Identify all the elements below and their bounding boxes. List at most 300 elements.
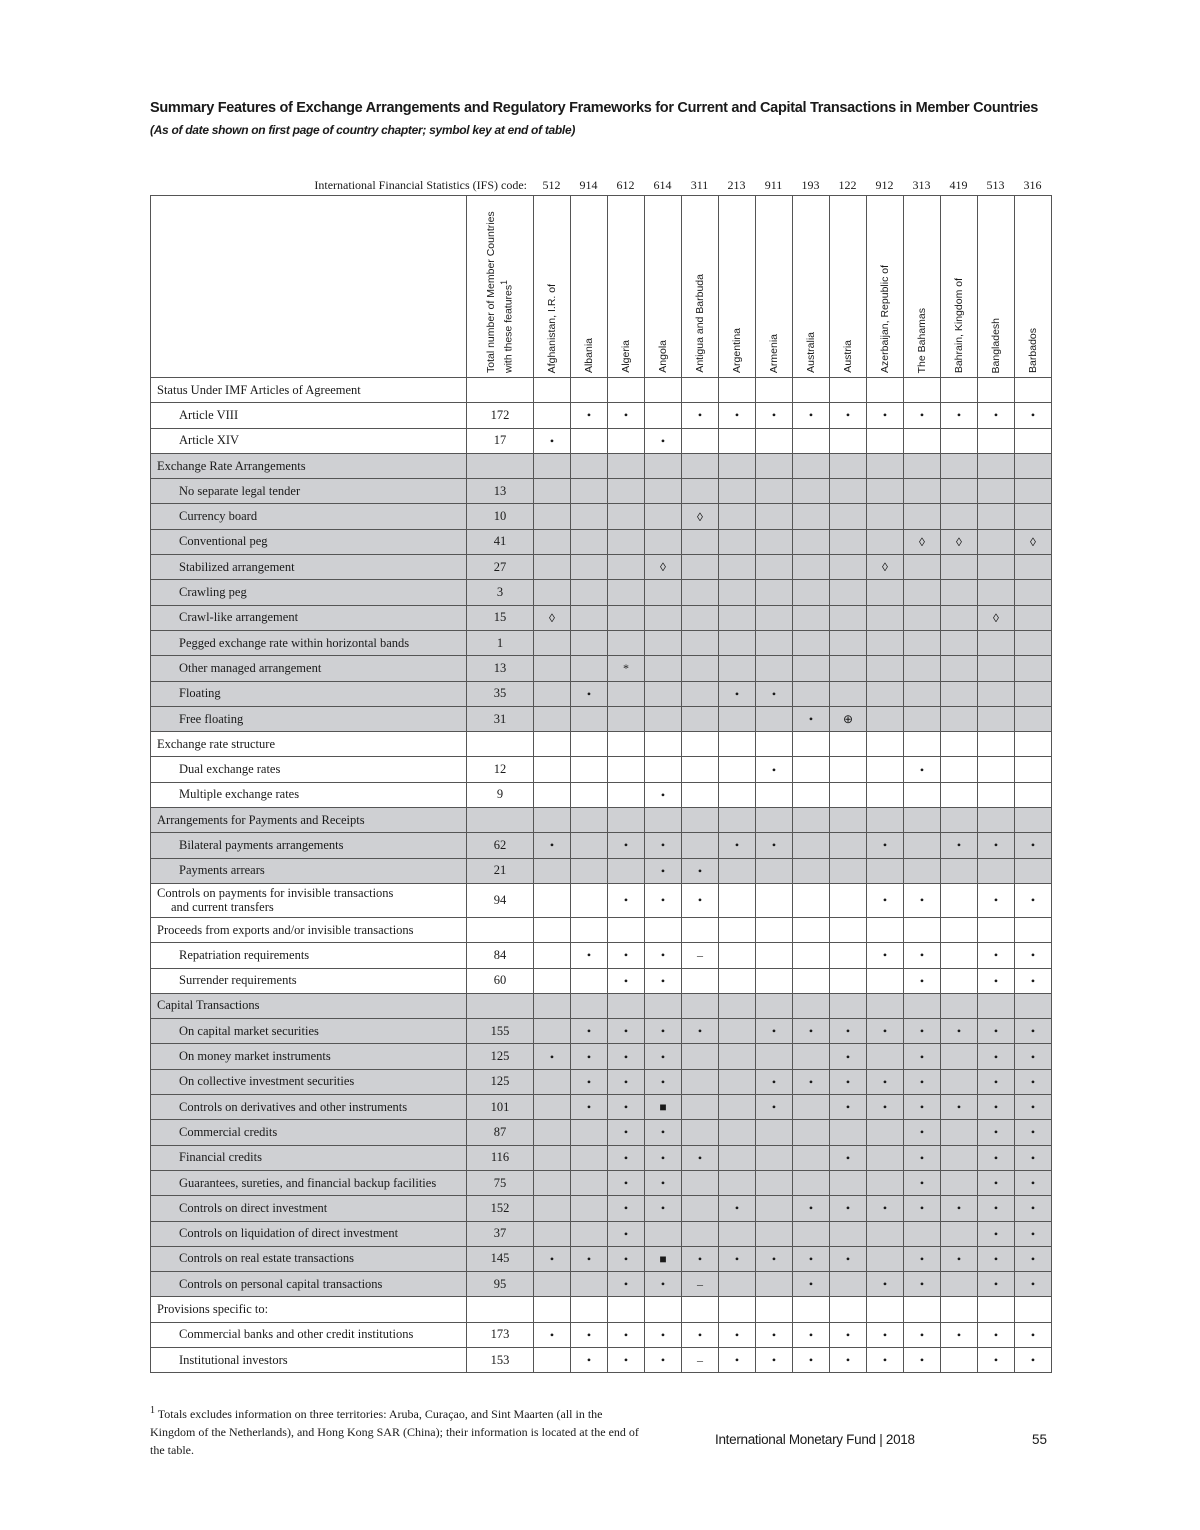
feature-cell bbox=[645, 681, 682, 706]
feature-cell: • bbox=[756, 1095, 793, 1120]
page-subtitle: (As of date shown on first page of country chapter; symbol key at end of table) bbox=[150, 123, 576, 137]
feature-cell: • bbox=[904, 883, 941, 917]
feature-cell bbox=[793, 1297, 830, 1322]
feature-cell bbox=[756, 1297, 793, 1322]
row-label: Currency board bbox=[151, 504, 467, 529]
table-row bbox=[151, 1095, 1052, 1120]
feature-cell bbox=[534, 453, 571, 478]
feature-cell: • bbox=[941, 1019, 978, 1044]
header-blank-cell bbox=[151, 196, 467, 378]
feature-cell bbox=[682, 1221, 719, 1246]
feature-cell: • bbox=[608, 1347, 645, 1372]
row-label: Surrender requirements bbox=[151, 968, 467, 993]
feature-cell bbox=[719, 968, 756, 993]
feature-cell bbox=[719, 453, 756, 478]
feature-cell: • bbox=[571, 943, 608, 968]
feature-cell bbox=[571, 656, 608, 681]
ifs-code: 311 bbox=[690, 177, 709, 192]
row-label: Guarantees, sureties, and financial backup facilities bbox=[151, 1170, 467, 1195]
feature-cell: • bbox=[608, 1170, 645, 1195]
row-label: Controls on derivatives and other instruments bbox=[151, 1095, 467, 1120]
feature-cell bbox=[1015, 504, 1052, 529]
feature-cell bbox=[645, 580, 682, 605]
feature-cell: • bbox=[682, 883, 719, 917]
feature-cell bbox=[756, 605, 793, 630]
feature-cell bbox=[534, 403, 571, 428]
feature-cell bbox=[756, 656, 793, 681]
row-label: Stabilized arrangement bbox=[151, 555, 467, 580]
feature-cell bbox=[534, 1196, 571, 1221]
table-row bbox=[151, 782, 1052, 807]
feature-cell: • bbox=[645, 1170, 682, 1195]
feature-cell bbox=[608, 605, 645, 630]
total-header-cell bbox=[467, 196, 534, 378]
feature-cell bbox=[608, 580, 645, 605]
feature-cell bbox=[941, 943, 978, 968]
feature-cell bbox=[793, 453, 830, 478]
total-count-cell bbox=[467, 378, 534, 403]
feature-cell bbox=[867, 968, 904, 993]
table-row bbox=[151, 529, 1052, 554]
feature-cell: • bbox=[719, 403, 756, 428]
total-count-cell: 37 bbox=[467, 1221, 534, 1246]
feature-cell bbox=[830, 1272, 867, 1297]
feature-cell bbox=[756, 706, 793, 731]
feature-cell bbox=[830, 580, 867, 605]
feature-cell bbox=[534, 1221, 571, 1246]
feature-cell: • bbox=[978, 1246, 1015, 1271]
table-row bbox=[151, 681, 1052, 706]
feature-cell bbox=[830, 630, 867, 655]
feature-cell bbox=[719, 917, 756, 942]
feature-cell: • bbox=[904, 403, 941, 428]
table-row bbox=[151, 732, 1052, 757]
feature-cell bbox=[830, 732, 867, 757]
feature-cell bbox=[682, 757, 719, 782]
feature-cell bbox=[571, 428, 608, 453]
feature-cell bbox=[756, 1272, 793, 1297]
feature-cell bbox=[793, 993, 830, 1018]
footnote bbox=[150, 1402, 640, 1459]
feature-cell bbox=[867, 808, 904, 833]
feature-cell: • bbox=[978, 968, 1015, 993]
total-count-cell bbox=[467, 808, 534, 833]
feature-cell: • bbox=[1015, 1347, 1052, 1372]
feature-cell bbox=[978, 479, 1015, 504]
country-header-cell bbox=[1015, 196, 1052, 378]
table-row bbox=[151, 808, 1052, 833]
feature-cell bbox=[1015, 782, 1052, 807]
total-count-cell bbox=[467, 732, 534, 757]
feature-cell bbox=[830, 453, 867, 478]
feature-cell: • bbox=[978, 1019, 1015, 1044]
feature-cell bbox=[793, 1145, 830, 1170]
total-count-cell: 84 bbox=[467, 943, 534, 968]
country-name: The Bahamas bbox=[915, 307, 928, 373]
feature-cell bbox=[719, 1170, 756, 1195]
country-header-cell bbox=[904, 196, 941, 378]
feature-cell bbox=[608, 732, 645, 757]
feature-cell bbox=[534, 1145, 571, 1170]
feature-cell: • bbox=[682, 1019, 719, 1044]
feature-cell: • bbox=[867, 1095, 904, 1120]
country-name: Angola bbox=[656, 340, 669, 373]
feature-cell bbox=[682, 968, 719, 993]
section-label: Exchange rate structure bbox=[151, 732, 467, 757]
feature-cell: • bbox=[867, 1322, 904, 1347]
feature-cell bbox=[571, 378, 608, 403]
feature-cell bbox=[867, 580, 904, 605]
feature-cell bbox=[608, 1297, 645, 1322]
total-count-cell: 10 bbox=[467, 504, 534, 529]
feature-cell: ◊ bbox=[682, 504, 719, 529]
feature-cell bbox=[756, 1044, 793, 1069]
table-row bbox=[151, 453, 1052, 478]
total-count-cell: 125 bbox=[467, 1044, 534, 1069]
feature-cell: ■ bbox=[645, 1246, 682, 1271]
ifs-code: 912 bbox=[875, 177, 894, 192]
feature-cell: • bbox=[978, 883, 1015, 917]
feature-cell bbox=[830, 757, 867, 782]
feature-cell: • bbox=[719, 833, 756, 858]
feature-cell: • bbox=[978, 943, 1015, 968]
feature-cell bbox=[756, 808, 793, 833]
feature-cell: • bbox=[682, 403, 719, 428]
feature-cell bbox=[756, 858, 793, 883]
feature-cell bbox=[904, 808, 941, 833]
row-label: Other managed arrangement bbox=[151, 656, 467, 681]
feature-cell: • bbox=[756, 681, 793, 706]
feature-cell bbox=[534, 883, 571, 917]
feature-cell: ◊ bbox=[645, 555, 682, 580]
total-count-cell: 172 bbox=[467, 403, 534, 428]
feature-cell: – bbox=[682, 1272, 719, 1297]
feature-cell: • bbox=[1015, 1322, 1052, 1347]
feature-cell: • bbox=[830, 403, 867, 428]
feature-cell: • bbox=[608, 1221, 645, 1246]
footer-organization: International Monetary Fund | 2018 bbox=[715, 1432, 915, 1447]
feature-cell: • bbox=[904, 1196, 941, 1221]
feature-cell: • bbox=[756, 757, 793, 782]
feature-cell bbox=[941, 917, 978, 942]
feature-cell bbox=[793, 858, 830, 883]
feature-cell bbox=[608, 681, 645, 706]
feature-cell: • bbox=[1015, 403, 1052, 428]
feature-cell: • bbox=[867, 943, 904, 968]
feature-cell bbox=[941, 1170, 978, 1195]
feature-cell: • bbox=[645, 833, 682, 858]
feature-cell: • bbox=[571, 1044, 608, 1069]
feature-cell: • bbox=[608, 1019, 645, 1044]
feature-cell: • bbox=[941, 1095, 978, 1120]
feature-cell bbox=[571, 453, 608, 478]
feature-cell bbox=[682, 580, 719, 605]
feature-cell: • bbox=[608, 1322, 645, 1347]
total-count-cell: 152 bbox=[467, 1196, 534, 1221]
feature-cell: • bbox=[793, 1322, 830, 1347]
feature-cell bbox=[719, 1221, 756, 1246]
feature-cell bbox=[904, 656, 941, 681]
feature-cell: • bbox=[571, 1019, 608, 1044]
feature-cell bbox=[941, 706, 978, 731]
feature-cell: • bbox=[904, 1170, 941, 1195]
feature-cell bbox=[756, 732, 793, 757]
feature-cell bbox=[867, 1145, 904, 1170]
feature-cell bbox=[978, 580, 1015, 605]
feature-cell: • bbox=[719, 1322, 756, 1347]
feature-cell: • bbox=[645, 782, 682, 807]
footnote-marker: 1 bbox=[150, 1405, 155, 1416]
feature-cell: • bbox=[978, 1095, 1015, 1120]
section-label: Proceeds from exports and/or invisible transactions bbox=[151, 917, 467, 942]
feature-cell: • bbox=[867, 833, 904, 858]
feature-cell: • bbox=[830, 1246, 867, 1271]
feature-cell: • bbox=[645, 1044, 682, 1069]
feature-cell bbox=[719, 993, 756, 1018]
feature-cell bbox=[904, 706, 941, 731]
ifs-code: 612 bbox=[616, 177, 635, 192]
feature-cell bbox=[941, 757, 978, 782]
feature-cell bbox=[719, 1145, 756, 1170]
feature-cell bbox=[682, 1170, 719, 1195]
feature-cell bbox=[941, 858, 978, 883]
table-row bbox=[151, 1170, 1052, 1195]
feature-cell: ◊ bbox=[941, 529, 978, 554]
table-row bbox=[151, 1297, 1052, 1322]
feature-cell bbox=[608, 479, 645, 504]
feature-cell bbox=[571, 1297, 608, 1322]
feature-cell: • bbox=[978, 1272, 1015, 1297]
feature-cell bbox=[534, 681, 571, 706]
feature-cell bbox=[1015, 378, 1052, 403]
table-row bbox=[151, 1044, 1052, 1069]
table-row bbox=[151, 917, 1052, 942]
feature-cell bbox=[756, 504, 793, 529]
total-count-cell: 94 bbox=[467, 883, 534, 917]
feature-cell bbox=[830, 479, 867, 504]
total-count-cell: 75 bbox=[467, 1170, 534, 1195]
feature-cell bbox=[534, 808, 571, 833]
table-row bbox=[151, 1322, 1052, 1347]
feature-cell: • bbox=[608, 1069, 645, 1094]
feature-cell: • bbox=[793, 403, 830, 428]
feature-cell bbox=[867, 1120, 904, 1145]
feature-cell: • bbox=[978, 1170, 1015, 1195]
feature-cell: • bbox=[830, 1069, 867, 1094]
feature-cell bbox=[571, 917, 608, 942]
feature-cell bbox=[904, 1297, 941, 1322]
feature-cell bbox=[756, 428, 793, 453]
feature-cell bbox=[719, 656, 756, 681]
feature-cell bbox=[941, 479, 978, 504]
feature-cell: • bbox=[941, 1322, 978, 1347]
table-row bbox=[151, 378, 1052, 403]
feature-cell: • bbox=[830, 1044, 867, 1069]
feature-cell: • bbox=[830, 1196, 867, 1221]
feature-cell bbox=[571, 808, 608, 833]
feature-cell bbox=[682, 656, 719, 681]
feature-cell bbox=[645, 1297, 682, 1322]
feature-cell: • bbox=[978, 1221, 1015, 1246]
feature-cell bbox=[534, 529, 571, 554]
feature-cell: • bbox=[571, 1347, 608, 1372]
feature-cell bbox=[978, 782, 1015, 807]
feature-cell bbox=[830, 943, 867, 968]
country-header-cell bbox=[645, 196, 682, 378]
table-row bbox=[151, 833, 1052, 858]
table-header-row bbox=[151, 196, 1052, 378]
section-label: Capital Transactions bbox=[151, 993, 467, 1018]
feature-cell bbox=[793, 555, 830, 580]
feature-cell: • bbox=[608, 1196, 645, 1221]
feature-cell bbox=[534, 479, 571, 504]
feature-cell: • bbox=[867, 1196, 904, 1221]
country-header-cell bbox=[571, 196, 608, 378]
feature-cell bbox=[941, 1297, 978, 1322]
feature-cell bbox=[756, 968, 793, 993]
total-count-cell: 13 bbox=[467, 656, 534, 681]
feature-cell bbox=[1015, 630, 1052, 655]
feature-cell bbox=[941, 630, 978, 655]
country-header-cell bbox=[941, 196, 978, 378]
country-header-cell bbox=[682, 196, 719, 378]
feature-cell bbox=[793, 1044, 830, 1069]
feature-cell bbox=[867, 1044, 904, 1069]
feature-cell bbox=[1015, 479, 1052, 504]
feature-cell bbox=[830, 605, 867, 630]
feature-cell bbox=[682, 782, 719, 807]
feature-cell bbox=[793, 1095, 830, 1120]
feature-cell: • bbox=[645, 968, 682, 993]
feature-cell bbox=[941, 1145, 978, 1170]
feature-cell: • bbox=[645, 858, 682, 883]
feature-cell bbox=[719, 1044, 756, 1069]
feature-cell bbox=[1015, 428, 1052, 453]
feature-cell bbox=[1015, 1297, 1052, 1322]
total-count-cell: 35 bbox=[467, 681, 534, 706]
ifs-code: 513 bbox=[986, 177, 1005, 192]
feature-cell bbox=[534, 917, 571, 942]
feature-cell: • bbox=[645, 1347, 682, 1372]
row-label: Pegged exchange rate within horizontal bands bbox=[151, 630, 467, 655]
table-row bbox=[151, 605, 1052, 630]
feature-cell bbox=[830, 833, 867, 858]
feature-cell: • bbox=[719, 681, 756, 706]
feature-cell: • bbox=[793, 1246, 830, 1271]
feature-cell: • bbox=[904, 1322, 941, 1347]
feature-cell bbox=[904, 917, 941, 942]
feature-cell: • bbox=[1015, 1044, 1052, 1069]
feature-cell bbox=[719, 732, 756, 757]
feature-cell bbox=[793, 605, 830, 630]
feature-cell bbox=[719, 1069, 756, 1094]
feature-cell bbox=[941, 504, 978, 529]
feature-cell bbox=[719, 529, 756, 554]
row-label: Bilateral payments arrangements bbox=[151, 833, 467, 858]
row-label: Institutional investors bbox=[151, 1347, 467, 1372]
feature-cell: • bbox=[1015, 968, 1052, 993]
feature-cell bbox=[608, 917, 645, 942]
table-row bbox=[151, 1221, 1052, 1246]
feature-cell bbox=[534, 858, 571, 883]
feature-cell: • bbox=[904, 1095, 941, 1120]
feature-cell bbox=[1015, 757, 1052, 782]
table-row bbox=[151, 656, 1052, 681]
table-row bbox=[151, 883, 1052, 917]
feature-cell: • bbox=[645, 1019, 682, 1044]
feature-cell bbox=[608, 808, 645, 833]
table-row bbox=[151, 1120, 1052, 1145]
feature-cell bbox=[904, 453, 941, 478]
feature-cell: • bbox=[645, 883, 682, 917]
feature-cell: • bbox=[571, 1095, 608, 1120]
table-row bbox=[151, 428, 1052, 453]
feature-cell: • bbox=[978, 1196, 1015, 1221]
feature-cell: • bbox=[1015, 1145, 1052, 1170]
feature-cell: • bbox=[867, 1069, 904, 1094]
row-label: Controls on direct investment bbox=[151, 1196, 467, 1221]
feature-cell bbox=[682, 1069, 719, 1094]
section-label: Provisions specific to: bbox=[151, 1297, 467, 1322]
feature-cell: • bbox=[830, 1145, 867, 1170]
total-count-cell: 13 bbox=[467, 479, 534, 504]
country-name: Australia bbox=[804, 332, 817, 373]
feature-cell bbox=[682, 681, 719, 706]
feature-cell: • bbox=[904, 1246, 941, 1271]
feature-cell: • bbox=[941, 1246, 978, 1271]
feature-cell bbox=[571, 630, 608, 655]
table-row bbox=[151, 504, 1052, 529]
feature-cell bbox=[793, 943, 830, 968]
country-name: Barbados bbox=[1026, 328, 1039, 373]
feature-cell bbox=[645, 630, 682, 655]
feature-cell: • bbox=[682, 1322, 719, 1347]
feature-cell bbox=[867, 782, 904, 807]
feature-cell bbox=[571, 1221, 608, 1246]
feature-cell bbox=[793, 656, 830, 681]
ifs-code: 122 bbox=[838, 177, 857, 192]
feature-cell: • bbox=[904, 1145, 941, 1170]
feature-cell bbox=[793, 1120, 830, 1145]
feature-cell: • bbox=[904, 1019, 941, 1044]
feature-cell bbox=[571, 782, 608, 807]
feature-cell bbox=[1015, 656, 1052, 681]
feature-cell bbox=[830, 656, 867, 681]
feature-cell bbox=[867, 428, 904, 453]
feature-cell bbox=[978, 757, 1015, 782]
feature-cell bbox=[682, 808, 719, 833]
total-count-cell: 101 bbox=[467, 1095, 534, 1120]
feature-cell bbox=[534, 1272, 571, 1297]
footnote-text: Totals excludes information on three territories: Aruba, Curaçao, and Sint Maarten (all in the Kingdom of the Netherlands), and Hong Kong SAR (China); their information is located at the end of the table. bbox=[150, 1407, 639, 1457]
feature-cell bbox=[756, 555, 793, 580]
ifs-code: 313 bbox=[912, 177, 931, 192]
country-header-cell bbox=[756, 196, 793, 378]
feature-cell bbox=[867, 757, 904, 782]
ifs-code: 614 bbox=[653, 177, 672, 192]
feature-cell bbox=[719, 630, 756, 655]
feature-cell: • bbox=[904, 968, 941, 993]
feature-cell: • bbox=[1015, 1272, 1052, 1297]
feature-cell: • bbox=[608, 1095, 645, 1120]
feature-cell: • bbox=[793, 1069, 830, 1094]
feature-cell: • bbox=[756, 1019, 793, 1044]
feature-cell bbox=[1015, 453, 1052, 478]
feature-cell bbox=[867, 378, 904, 403]
feature-cell bbox=[830, 681, 867, 706]
total-count-cell: 27 bbox=[467, 555, 534, 580]
feature-cell bbox=[719, 808, 756, 833]
